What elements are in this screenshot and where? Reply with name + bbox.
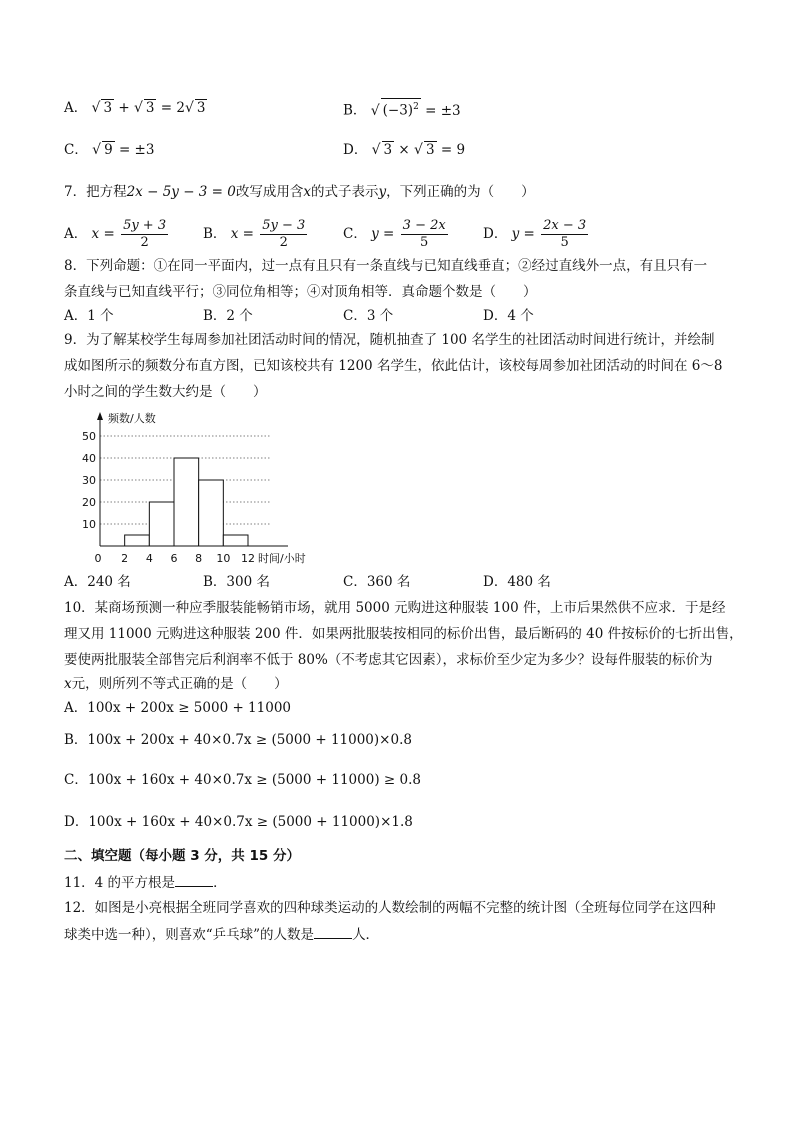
fraction-numerator: 2x − 3	[543, 218, 587, 233]
q7-a-lhs: x =	[91, 226, 115, 242]
q12-line2-text: 球类中选一种），则喜欢“乒乓球”的人数是	[64, 927, 315, 943]
q10-stem-line1: 10．某商场预测一种应季服装能畅销市场，就用 5000 元购进这种服装 100 件，上市后果然供不应求．于是经	[64, 600, 726, 616]
q9-stem-line2: 成如图所示的频数分布直方图，已知该校共有 1200 名学生，依此估计，该校每周参加社团活动的时间在 6～8	[64, 358, 723, 374]
option-label: D．	[483, 226, 508, 242]
fraction-denominator: 5	[420, 235, 429, 250]
fraction-denominator: 2	[279, 235, 288, 250]
q10-option-c	[64, 770, 421, 790]
option-label: C．	[64, 772, 88, 788]
q10-d-expression: 100x + 160x + 40×0.7x ≥ (5000 + 11000)×1.8	[88, 814, 413, 830]
q10-stem-line4-text: 元，则所列不等式正确的是（ ）	[71, 676, 288, 692]
option-label: D．	[343, 142, 368, 158]
q10-c-expression: 100x + 160x + 40×0.7x ≥ (5000 + 11000) ≥ 0.8	[87, 772, 421, 788]
q10-option-d	[64, 812, 413, 832]
histogram-bar-6-8	[174, 458, 199, 546]
q10-option-b	[64, 730, 412, 750]
q10-option-a	[64, 698, 291, 718]
q8-stem-line1: 8．下列命题：①在同一平面内，过一点有且只有一条直线与已知直线垂直；②经过直线外一点，有且只有一	[64, 258, 708, 274]
histogram-bar-2-4	[125, 535, 150, 546]
q11-text: 11．4 的平方根是	[64, 875, 176, 891]
q6-d-expression: √ 3 × √ 3 = 9	[371, 142, 466, 158]
x-tick-label-2: 2	[121, 552, 129, 565]
y-tick-label-40: 40	[82, 452, 96, 465]
q9-option-b: B．300 名	[203, 574, 270, 590]
q7-b-fraction	[260, 218, 307, 251]
x-tick-label-8: 8	[195, 552, 203, 565]
q8-option-a: A．1 个	[64, 308, 114, 324]
option-label: B．	[343, 102, 367, 119]
q7-d-lhs: y =	[511, 226, 535, 242]
y-tick-label-30: 30	[82, 474, 96, 487]
option-label: C．	[343, 226, 367, 242]
q11-stem	[64, 872, 227, 893]
fraction-denominator: 2	[140, 235, 149, 250]
q7-option-b	[203, 218, 309, 251]
histogram-bar-10-12	[223, 535, 248, 546]
q7-var-y: y	[378, 184, 387, 200]
q7-stem	[64, 182, 535, 202]
q9-option-a: A．240 名	[64, 574, 131, 590]
q8-option-d: D．4 个	[483, 308, 534, 324]
q12-answer-blank[interactable]	[314, 924, 352, 939]
q10-var-x: x	[64, 676, 72, 692]
option-label: A．	[64, 226, 88, 242]
q9-stem-line3: 小时之间的学生数大约是（ ）	[64, 384, 267, 400]
option-label: B．	[64, 732, 88, 748]
x-tick-label-6: 6	[170, 552, 178, 565]
q7-d-fraction	[541, 218, 588, 251]
x-axis-title: 时间/小时	[258, 552, 306, 565]
q9-option-d: D．480 名	[483, 574, 551, 590]
y-axis-title: 频数/人数	[108, 412, 156, 425]
histogram-bar-4-6	[149, 502, 174, 546]
option-label: A．	[64, 700, 88, 716]
q7-c-lhs: y =	[371, 226, 395, 242]
fraction-numerator: 3 − 2x	[402, 218, 446, 233]
frequency-histogram	[72, 408, 332, 570]
y-tick-label-50: 50	[82, 430, 96, 443]
fraction-numerator: 5y − 3	[262, 218, 306, 233]
q7-option-a	[64, 218, 170, 251]
x-tick-label-0: 0	[94, 552, 102, 565]
q8-option-b: B．2 个	[203, 308, 253, 324]
option-label: D．	[64, 814, 89, 830]
q11-answer-blank[interactable]	[175, 872, 213, 887]
q12-stem-line2	[64, 924, 379, 945]
q7-option-d	[483, 218, 590, 251]
q6-option-c	[64, 140, 154, 160]
q6-option-b	[343, 98, 461, 121]
q7-stem-post: ，下列正确的为（ ）	[386, 184, 535, 200]
q10-stem-line4	[64, 674, 288, 694]
q7-stem-mid2: 的式子表示	[311, 184, 379, 200]
x-tick-label-10: 10	[216, 552, 231, 565]
q7-option-c	[343, 218, 450, 251]
x-tick-label-12: 12	[241, 552, 255, 565]
q11-end: ．	[213, 875, 227, 891]
q7-stem-mid: 改写成用含	[235, 184, 304, 200]
q9-option-c: C．360 名	[343, 574, 411, 590]
q12-stem-line1: 12．如图是小亮根据全班同学喜欢的四种球类运动的人数绘制的两幅不完整的统计图（全班每位同学在这四种	[64, 900, 716, 916]
q12-line2-end: 人．	[352, 927, 380, 943]
q6-a-expression: √ 3 + √ 3 = 2√ 3	[91, 100, 206, 116]
q7-stem-pre: 7．把方程	[64, 184, 127, 200]
q7-equation: 2x − 5y − 3 = 0	[126, 184, 236, 200]
q10-b-expression: 100x + 200x + 40×0.7x ≥ (5000 + 11000)×0.8	[87, 732, 412, 748]
q6-option-d	[343, 140, 465, 160]
q10-a-expression: 100x + 200x ≥ 5000 + 11000	[87, 700, 291, 716]
q10-stem-line2: 理又用 11000 元购进这种服装 200 件．如果两批服装按相同的标价出售，最后断码的 40 件按标价的七折出售，	[64, 626, 743, 642]
y-axis-arrow	[97, 412, 103, 420]
q8-option-c: C．3 个	[343, 308, 394, 324]
y-tick-label-10: 10	[82, 518, 96, 531]
x-tick-label-4: 4	[145, 552, 153, 565]
histogram-bar-8-10	[199, 480, 224, 546]
option-label: C．	[64, 142, 88, 158]
option-label: A．	[64, 100, 88, 116]
option-label: B．	[203, 226, 227, 242]
q8-stem-line2: 条直线与已知直线平行；③同位角相等；④对顶角相等．真命题个数是（ ）	[64, 284, 537, 300]
y-tick-label-20: 20	[82, 496, 96, 509]
q7-c-fraction	[401, 218, 448, 251]
q6-c-expression: √ 9 = ±3	[92, 142, 155, 158]
q7-b-lhs: x =	[230, 226, 254, 242]
fraction-numerator: 5y + 3	[123, 218, 167, 233]
q7-var-x: x	[303, 184, 311, 200]
fraction-denominator: 5	[560, 235, 569, 250]
q10-stem-line3: 要使两批服装全部售完后利润率不低于 80%（不考虑其它因素），求标价至少定为多少？设每件服装的标价为	[64, 652, 713, 668]
q7-a-fraction	[121, 218, 168, 251]
section-2-heading: 二、填空题（每小题 3 分，共 15 分）	[64, 848, 300, 864]
q6-option-a	[64, 98, 207, 118]
q9-stem-line1: 9．为了解某校学生每周参加社团活动时间的情况，随机抽查了 100 名学生的社团活动时间进行统计，并绘制	[64, 332, 715, 348]
q6-b-expression: √ $(-3)^2 = \pm 3$	[371, 103, 461, 119]
